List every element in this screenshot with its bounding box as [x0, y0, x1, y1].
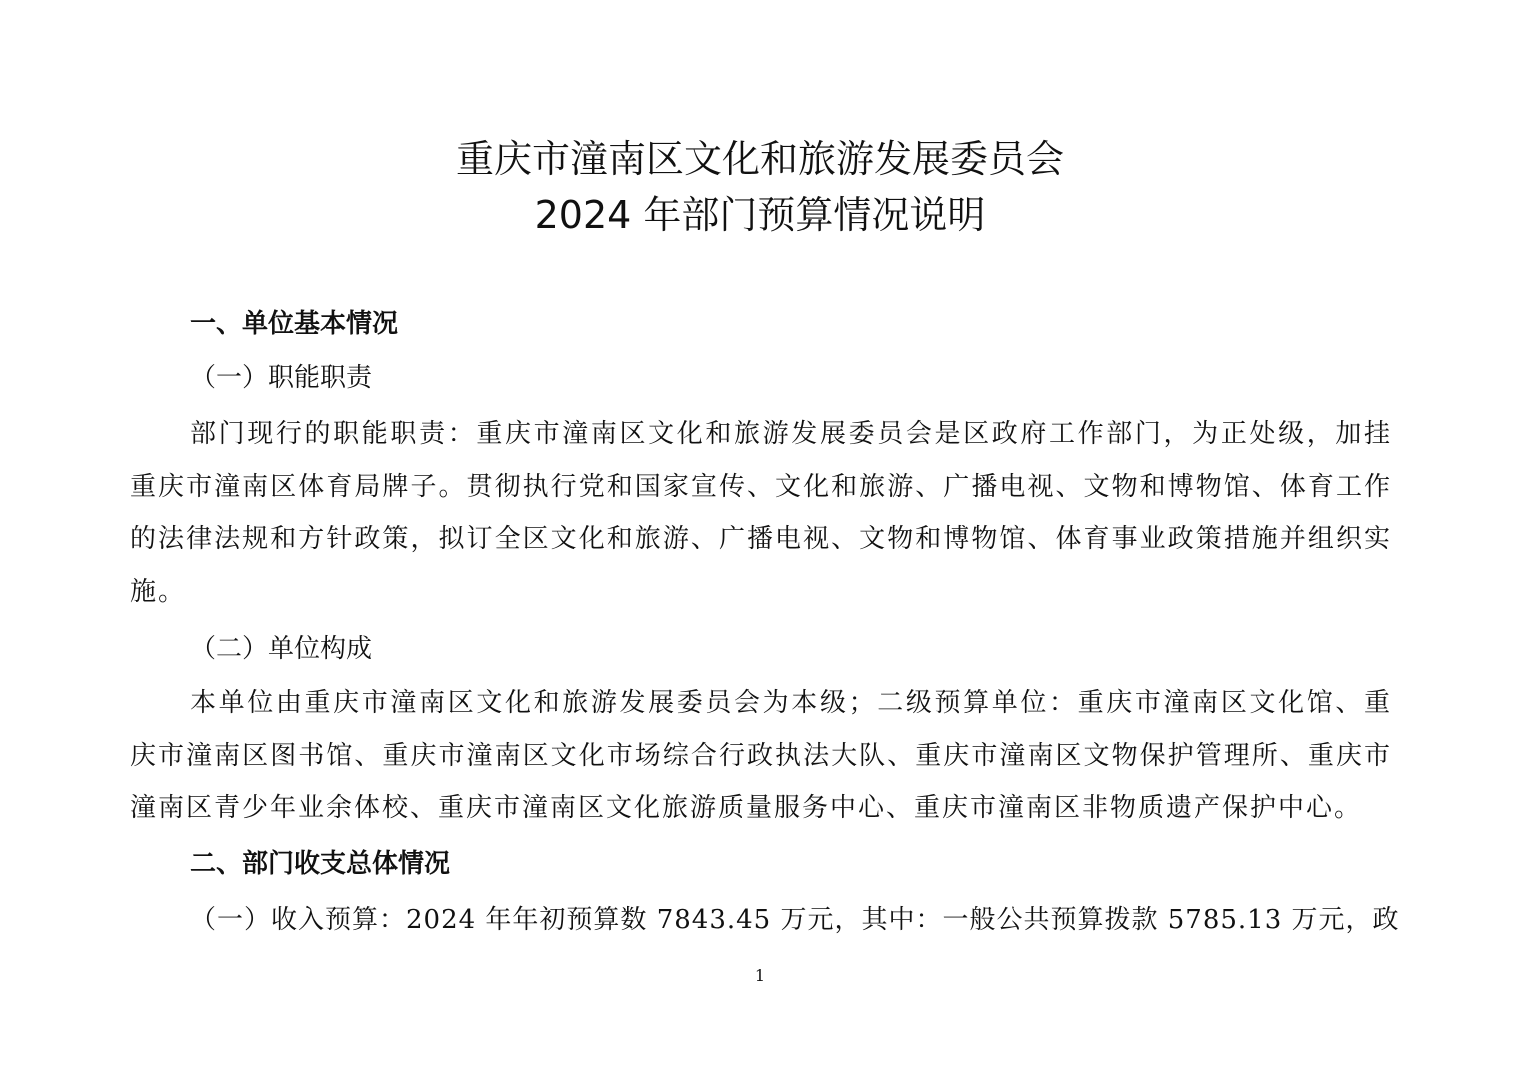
- section1-sub1-heading: （一）职能职责: [190, 363, 373, 393]
- section1-sub1-paragraph: 部门现行的职能职责：重庆市潼南区文化和旅游发展委员会是区政府工作部门，为正处级，加挂重庆市潼南区体育局牌子。贯彻执行党和国家宣传、文化和旅游、广播电视、文物和博物馆、体育工作的法律法规和方针政策，拟订全区文化和旅游、广播电视、文物和博物馆、体育事业政策措施并组织实施。: [130, 419, 1392, 607]
- section2-line1: （一）收入预算：2024 年年初预算数 7843.45 万元，其中：一般公共预算拨款 5785.13 万元，政: [190, 905, 1400, 935]
- section1-sub2-paragraph: 本单位由重庆市潼南区文化和旅游发展委员会为本级；二级预算单位：重庆市潼南区文化馆、重庆市潼南区图书馆、重庆市潼南区文化市场综合行政执法大队、重庆市潼南区文物保护管理所、重庆市潼南区青少年业余体校、重庆市潼南区文化旅游质量服务中心、重庆市潼南区非物质遗产保护中心。: [130, 688, 1392, 823]
- page-number: 1: [754, 966, 766, 985]
- section1-sub2-heading: （二）单位构成: [190, 634, 373, 664]
- document-title-line2: 2024 年部门预算情况说明: [534, 193, 986, 237]
- document-title-line1: 重庆市潼南区文化和旅游发展委员会: [455, 137, 1064, 181]
- section2-heading: 二、部门收支总体情况: [190, 849, 451, 879]
- section1-heading: 一、单位基本情况: [190, 309, 399, 339]
